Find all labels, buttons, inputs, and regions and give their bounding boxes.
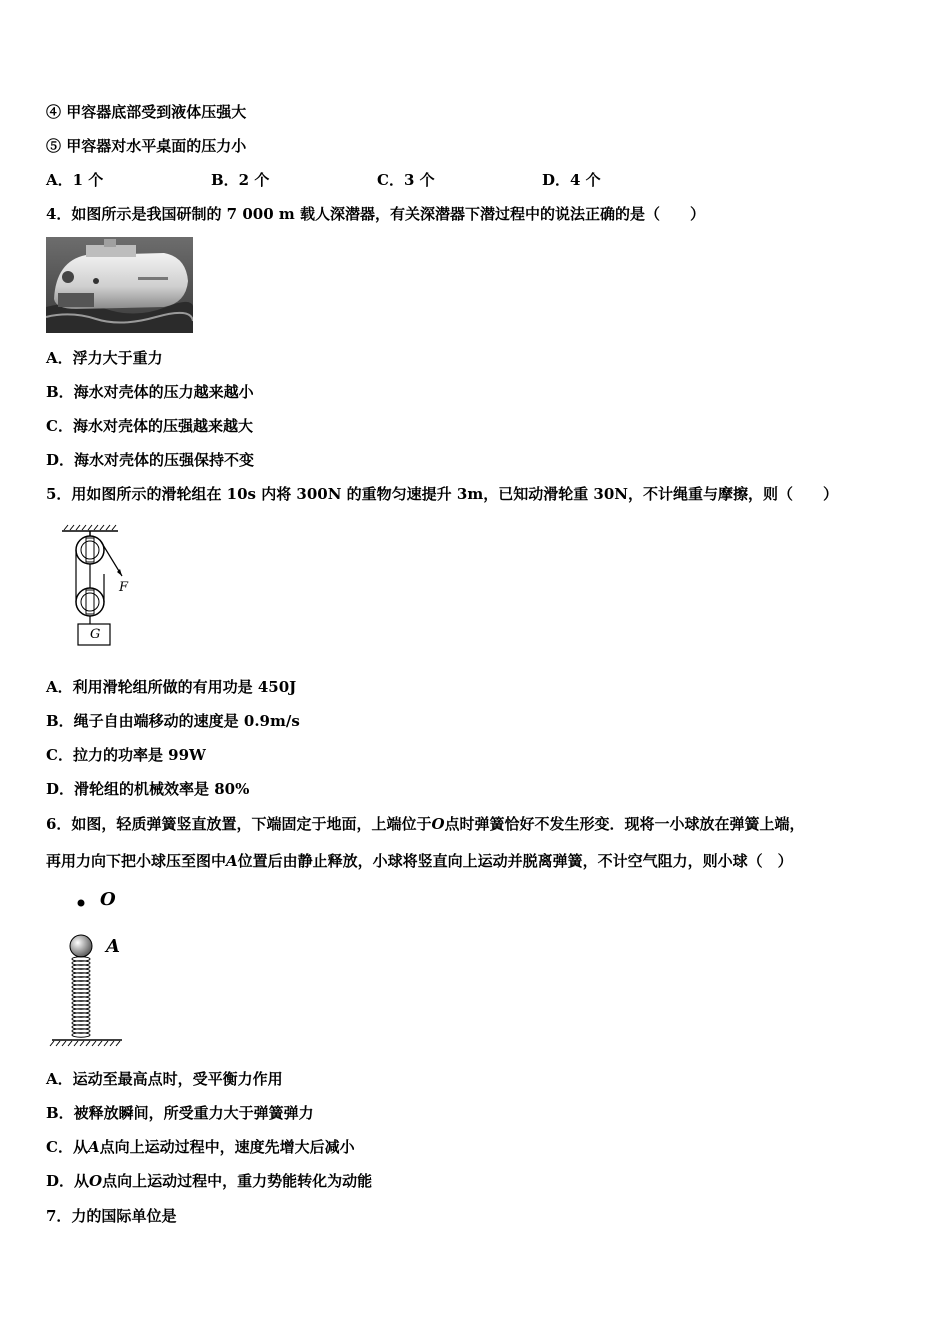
q4-option-c: C．海水对壳体的压强越来越大 bbox=[46, 417, 253, 435]
statement-4: ④ 甲容器底部受到液体压强大 bbox=[46, 103, 247, 121]
statement-5: ⑤ 甲容器对水平桌面的压力小 bbox=[46, 137, 247, 155]
q5-option-c: C．拉力的功率是 99W bbox=[46, 746, 206, 764]
q3-option-a: A．1 个 bbox=[46, 171, 104, 189]
force-label: F bbox=[119, 580, 129, 595]
q4-option-b: B．海水对壳体的压力越来越小 bbox=[46, 383, 254, 401]
weight-label: G bbox=[90, 627, 101, 642]
q6-option-a: A．运动至最高点时，受平衡力作用 bbox=[46, 1070, 283, 1088]
submersible-photo bbox=[46, 237, 193, 333]
q5-option-d: D．滑轮组的机械效率是 80% bbox=[46, 780, 250, 798]
q3-option-d: D．4 个 bbox=[542, 171, 601, 189]
q4-option-a: A．浮力大于重力 bbox=[46, 349, 163, 367]
q7-stem: 7．力的国际单位是 bbox=[46, 1207, 177, 1225]
q5-option-b: B．绳子自由端移动的速度是 0.9m/s bbox=[46, 712, 300, 730]
q5-option-a: A．利用滑轮组所做的有用功是 450J bbox=[46, 678, 297, 696]
spring-diagram bbox=[48, 884, 138, 1050]
q6-stem-line1: 6．如图，轻质弹簧竖直放置，下端固定于地面，上端位于O点时弹簧恰好不发生形变．现将一小球放在弹簧上端， bbox=[46, 815, 805, 833]
q6-option-b: B．被释放瞬间，所受重力大于弹簧弹力 bbox=[46, 1104, 314, 1122]
q5-stem: 5．用如图所示的滑轮组在 10s 内将 300N 的重物匀速提升 3m，已知动滑轮重 30N，不计绳重与摩擦，则（ ） bbox=[46, 485, 839, 503]
q3-option-c: C．3 个 bbox=[377, 171, 435, 189]
q4-stem: 4．如图所示是我国研制的 7 000 m 载人深潜器，有关深潜器下潜过程中的说法正确的是（ ） bbox=[46, 205, 705, 223]
point-o-label: O bbox=[100, 889, 116, 910]
q6-stem-line2: 再用力向下把小球压至图中A位置后由静止释放，小球将竖直向上运动并脱离弹簧，不计空气阻力，则小球（ ） bbox=[46, 852, 793, 870]
q4-option-d: D．海水对壳体的压强保持不变 bbox=[46, 451, 255, 469]
pulley-diagram bbox=[56, 524, 146, 648]
q6-option-c: C．从A点向上运动过程中，速度先增大后减小 bbox=[46, 1138, 355, 1156]
point-a-label: A bbox=[106, 936, 120, 957]
q3-option-b: B．2 个 bbox=[211, 171, 270, 189]
q6-option-d: D．从O点向上运动过程中，重力势能转化为动能 bbox=[46, 1172, 373, 1190]
point-a-text: A bbox=[226, 852, 238, 870]
point-o-text: O bbox=[431, 815, 445, 833]
